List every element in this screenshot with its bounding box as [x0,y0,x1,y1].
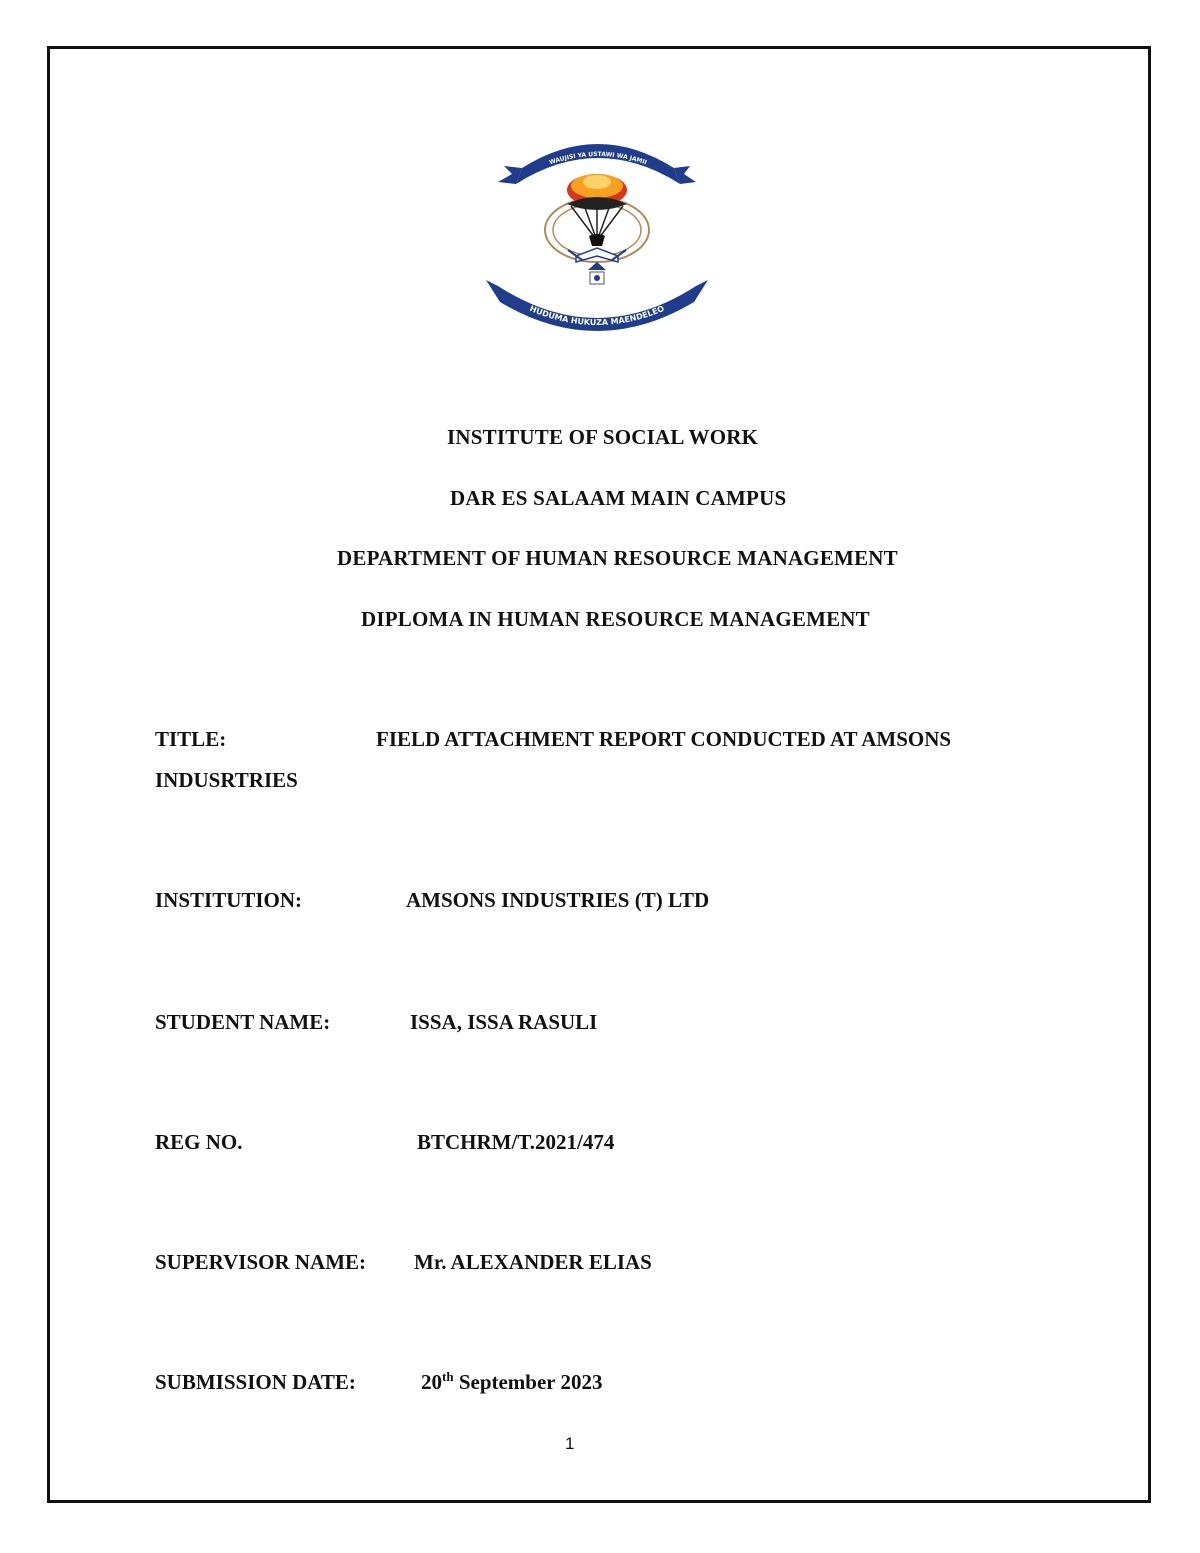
student-name-value: ISSA, ISSA RASULI [410,1010,598,1034]
submission-date-value [421,1370,603,1395]
submission-month-year: September 2023 [453,1370,603,1394]
bottom-motto: HUDUMA HUKUZA MAENDELEO [528,303,666,328]
institution-label: INSTITUTION: [155,888,303,912]
student-name-label: STUDENT NAME: [155,1010,331,1034]
campus-heading: DAR ES SALAAM MAIN CAMPUS [450,486,787,510]
supervisor-name-label: SUPERVISOR NAME: [155,1250,367,1274]
page-number: 1 [565,1434,575,1453]
reg-no-label: REG NO. [155,1130,243,1154]
institution-heading: INSTITUTE OF SOCIAL WORK [447,425,759,449]
department-heading: DEPARTMENT OF HUMAN RESOURCE MANAGEMENT [337,546,898,570]
submission-day: 20 [421,1370,442,1394]
programme-heading: DIPLOMA IN HUMAN RESOURCE MANAGEMENT [361,607,870,631]
submission-date-label: SUBMISSION DATE: [155,1370,356,1394]
title-value-continued: INDUSRTRIES [155,768,298,792]
top-motto: WAUJISI YA USTAWI WA JAMII [548,150,648,167]
institution-value: AMSONS INDUSTRIES (T) LTD [406,888,710,912]
title-label: TITLE: [155,727,227,751]
institute-logo [468,138,726,336]
reg-no-value: BTCHRM/T.2021/474 [417,1130,615,1154]
title-value: FIELD ATTACHMENT REPORT CONDUCTED AT AMSONS [376,727,952,751]
submission-day-suffix: th [442,1369,454,1384]
supervisor-name-value: Mr. ALEXANDER ELIAS [414,1250,652,1274]
